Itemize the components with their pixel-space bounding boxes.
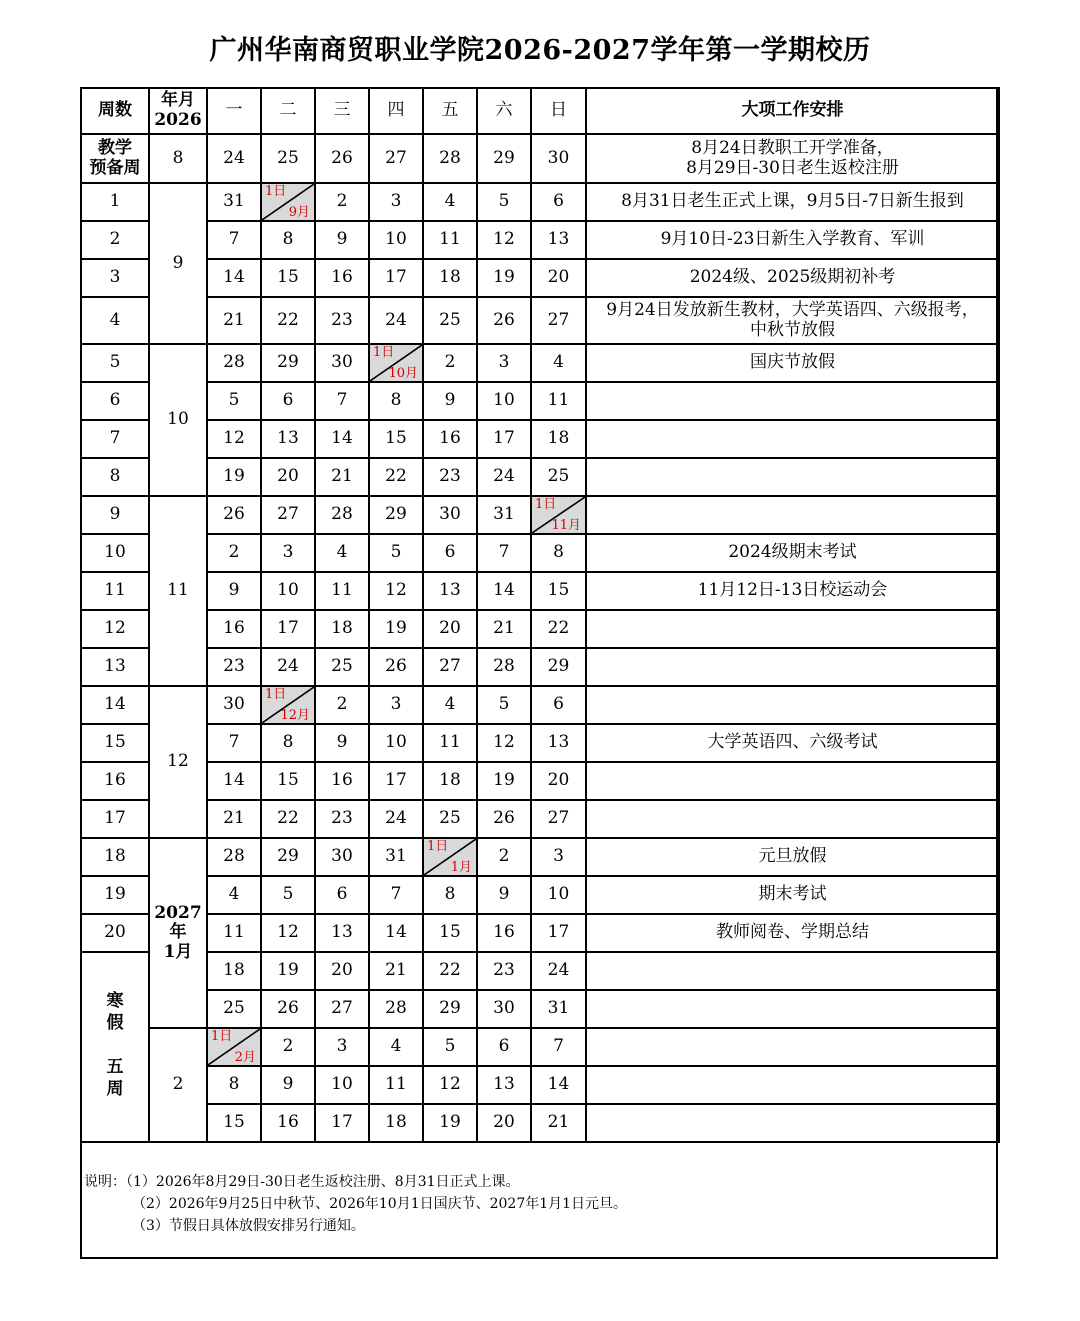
week-number: 12 [81,610,149,648]
week-number: 9 [81,496,149,534]
day-cell: 30 [207,686,261,724]
day-cell: 17 [369,762,423,800]
day-cell: 24 [477,458,531,496]
weekday-header: 二 [261,88,315,134]
day-cell: 2 [315,686,369,724]
day-cell: 17 [261,610,315,648]
day-cell: 7 [369,876,423,914]
day-cell: 13 [423,572,477,610]
day-cell: 25 [261,134,315,183]
day-cell: 2 [423,344,477,382]
week-number: 16 [81,762,149,800]
day-cell: 9 [315,724,369,762]
month-cell: 10 [149,344,207,496]
day-cell: 30 [315,838,369,876]
day-cell: 31 [207,183,261,221]
day-cell: 29 [477,134,531,183]
day-cell: 11 [207,914,261,952]
day-cell: 8 [531,534,586,572]
day-cell: 6 [531,686,586,724]
month-cell: 8 [149,134,207,183]
day-cell: 24 [207,134,261,183]
event-cell: 8月24日教职工开学准备， 8月29日-30日老生返校注册 [586,134,999,183]
day-cell: 3 [477,344,531,382]
day-cell: 28 [477,648,531,686]
day-cell: 11 [315,572,369,610]
day-cell: 14 [369,914,423,952]
day-cell: 2 [315,183,369,221]
month-start-month: 1月 [450,860,472,875]
day-cell: 27 [315,990,369,1028]
day-cell: 17 [315,1104,369,1142]
day-cell: 22 [261,800,315,838]
day-cell: 22 [531,610,586,648]
week-number: 13 [81,648,149,686]
day-cell: 15 [261,762,315,800]
yearmonth-header: 年月 2026 [149,88,207,134]
day-cell: 16 [477,914,531,952]
day-cell: 19 [477,259,531,297]
day-cell: 17 [531,914,586,952]
day-cell: 27 [531,800,586,838]
month-cell: 12 [149,686,207,838]
day-cell: 5 [207,382,261,420]
day-cell: 20 [423,610,477,648]
day-cell: 29 [531,648,586,686]
event-cell: 国庆节放假 [586,344,999,382]
day-cell: 13 [261,420,315,458]
event-cell: 教师阅卷、学期总结 [586,914,999,952]
month-start-month: 9月 [288,205,310,220]
day-cell: 15 [261,259,315,297]
day-cell: 18 [423,259,477,297]
day-cell: 19 [477,762,531,800]
day-cell: 28 [315,496,369,534]
week-number: 5 [81,344,149,382]
month-start-month: 10月 [388,366,418,381]
day-cell: 26 [477,297,531,344]
day-cell: 9 [423,382,477,420]
day-cell: 27 [261,496,315,534]
day-cell: 24 [369,297,423,344]
day-cell: 8 [261,221,315,259]
day-cell: 3 [315,1028,369,1066]
day-cell: 7 [207,221,261,259]
day-cell: 14 [207,259,261,297]
week-number: 8 [81,458,149,496]
day-cell: 8 [207,1066,261,1104]
day-cell: 9 [261,1066,315,1104]
event-cell: 大学英语四、六级考试 [586,724,999,762]
day-cell: 12 [261,914,315,952]
month-cell: 2027年 1月 [149,838,207,1028]
day-cell: 3 [369,183,423,221]
event-cell: 9月24日发放新生教材，大学英语四、六级报考， 中秋节放假 [586,297,999,344]
day-cell: 29 [369,496,423,534]
winter-break-char: 五 [106,1057,124,1077]
day-cell: 25 [315,648,369,686]
day-cell: 24 [261,648,315,686]
note-line: 说明：（1）2026年8月29日-30日老生返校注册、8月31日正式上课。 [84,1174,520,1190]
event-cell: 2024级期末考试 [586,534,999,572]
day-cell: 12 [369,572,423,610]
day-cell: 22 [423,952,477,990]
day-cell: 30 [315,344,369,382]
day-cell: 12 [423,1066,477,1104]
day-cell: 28 [207,838,261,876]
month-cell: 11 [149,496,207,686]
day-cell: 10 [369,221,423,259]
day-cell: 6 [261,382,315,420]
day-cell: 18 [315,610,369,648]
month-start-day: 1日 [265,687,287,702]
day-cell: 31 [369,838,423,876]
day-cell: 23 [207,648,261,686]
day-cell: 20 [261,458,315,496]
day-cell: 26 [261,990,315,1028]
day-cell: 8 [423,876,477,914]
weekday-header: 四 [369,88,423,134]
day-cell: 10 [531,876,586,914]
day-cell: 6 [531,183,586,221]
day-cell: 23 [315,800,369,838]
day-cell: 9 [477,876,531,914]
day-cell: 31 [477,496,531,534]
day-cell: 14 [477,572,531,610]
week-number: 2 [81,221,149,259]
month-start-day: 1日 [373,345,395,360]
day-cell: 26 [207,496,261,534]
day-cell: 28 [207,344,261,382]
day-cell: 24 [531,952,586,990]
day-cell: 14 [315,420,369,458]
month-start-month: 12月 [280,708,310,723]
day-cell: 17 [477,420,531,458]
week-number: 11 [81,572,149,610]
week-number: 7 [81,420,149,458]
day-cell: 5 [261,876,315,914]
note-line: （2）2026年9月25日中秋节、2026年10月1日国庆节、2027年1月1日元旦。 [132,1196,628,1212]
day-cell: 11 [369,1066,423,1104]
day-cell: 8 [261,724,315,762]
day-cell: 10 [477,382,531,420]
table-frame [80,87,998,1259]
day-cell: 14 [531,1066,586,1104]
event-cell: 元旦放假 [586,838,999,876]
day-cell: 16 [315,762,369,800]
day-cell: 16 [315,259,369,297]
day-cell: 13 [531,724,586,762]
day-cell: 19 [423,1104,477,1142]
day-cell: 21 [531,1104,586,1142]
weekday-header: 六 [477,88,531,134]
day-cell: 25 [207,990,261,1028]
winter-break-char: 寒 [106,991,124,1011]
day-cell: 18 [207,952,261,990]
day-cell: 16 [261,1104,315,1142]
day-cell: 28 [423,134,477,183]
day-cell: 20 [477,1104,531,1142]
day-cell: 26 [369,648,423,686]
day-cell: 20 [531,259,586,297]
note-line: （3）节假日具体放假安排另行通知。 [132,1218,365,1234]
event-cell: 8月31日老生正式上课，9月5日-7日新生报到 [586,183,999,221]
day-cell: 15 [423,914,477,952]
day-cell: 15 [531,572,586,610]
day-cell: 19 [369,610,423,648]
day-cell: 30 [531,134,586,183]
day-cell: 18 [369,1104,423,1142]
day-cell: 28 [369,990,423,1028]
day-cell: 26 [477,800,531,838]
day-cell: 9 [207,572,261,610]
notes [84,1171,984,1237]
day-cell: 31 [531,990,586,1028]
month-start-month: 11月 [551,518,581,533]
day-cell: 15 [369,420,423,458]
day-cell: 21 [477,610,531,648]
day-cell: 8 [369,382,423,420]
event-cell: 2024级、2025级期初补考 [586,259,999,297]
day-cell: 9 [315,221,369,259]
day-cell: 4 [207,876,261,914]
weekday-header: 五 [423,88,477,134]
day-cell: 22 [261,297,315,344]
event-cell: 期末考试 [586,876,999,914]
event-cell: 9月10日-23日新生入学教育、军训 [586,221,999,259]
month-start-day: 1日 [211,1029,233,1044]
week-number: 3 [81,259,149,297]
day-cell: 21 [369,952,423,990]
day-cell: 27 [531,297,586,344]
day-cell: 13 [477,1066,531,1104]
winter-break-char: 周 [106,1079,124,1099]
day-cell: 4 [423,183,477,221]
day-cell: 21 [207,297,261,344]
day-cell: 15 [207,1104,261,1142]
day-cell: 16 [207,610,261,648]
day-cell: 25 [423,800,477,838]
day-cell: 21 [207,800,261,838]
day-cell: 10 [261,572,315,610]
week-number: 15 [81,724,149,762]
month-start-day: 1日 [265,184,287,199]
event-cell: 11月12日-13日校运动会 [586,572,999,610]
week-number: 19 [81,876,149,914]
day-cell: 4 [315,534,369,572]
day-cell: 3 [261,534,315,572]
day-cell: 11 [423,724,477,762]
day-cell: 12 [207,420,261,458]
page-title: 广州华南商贸职业学院2026-2027学年第一学期校历 [209,35,871,66]
day-cell: 6 [423,534,477,572]
day-cell: 16 [423,420,477,458]
week-header: 周数 [81,88,149,134]
month-cell: 2 [149,1028,207,1142]
week-number: 4 [81,297,149,344]
day-cell: 13 [315,914,369,952]
day-cell: 25 [423,297,477,344]
day-cell: 11 [531,382,586,420]
day-cell: 7 [315,382,369,420]
day-cell: 2 [207,534,261,572]
day-cell: 12 [477,724,531,762]
day-cell: 2 [261,1028,315,1066]
prep-week-label: 教学 预备周 [81,134,149,183]
week-number: 6 [81,382,149,420]
day-cell: 27 [369,134,423,183]
weekday-header: 日 [531,88,586,134]
day-cell: 5 [369,534,423,572]
month-start-month: 2月 [234,1050,256,1065]
day-cell: 20 [531,762,586,800]
winter-break-char: 假 [106,1013,124,1033]
day-cell: 4 [369,1028,423,1066]
day-cell: 23 [315,297,369,344]
day-cell: 2 [477,838,531,876]
week-number: 14 [81,686,149,724]
day-cell: 26 [315,134,369,183]
day-cell: 14 [207,762,261,800]
day-cell: 13 [531,221,586,259]
day-cell: 12 [477,221,531,259]
day-cell: 18 [423,762,477,800]
weekday-header: 一 [207,88,261,134]
day-cell: 18 [531,420,586,458]
day-cell: 4 [423,686,477,724]
day-cell: 21 [315,458,369,496]
day-cell: 23 [423,458,477,496]
day-cell: 11 [423,221,477,259]
day-cell: 27 [423,648,477,686]
day-cell: 24 [369,800,423,838]
month-start-day: 1日 [535,497,557,512]
day-cell: 19 [261,952,315,990]
day-cell: 5 [423,1028,477,1066]
week-number: 17 [81,800,149,838]
month-cell: 9 [149,183,207,344]
day-cell: 20 [315,952,369,990]
day-cell: 7 [477,534,531,572]
day-cell: 25 [531,458,586,496]
week-number: 20 [81,914,149,952]
day-cell: 23 [477,952,531,990]
day-cell: 4 [531,344,586,382]
month-start-day: 1日 [427,839,449,854]
events-header: 大项工作安排 [586,88,999,134]
day-cell: 10 [315,1066,369,1104]
day-cell: 6 [477,1028,531,1066]
day-cell: 22 [369,458,423,496]
week-number: 10 [81,534,149,572]
week-number: 18 [81,838,149,876]
day-cell: 3 [369,686,423,724]
day-cell: 17 [369,259,423,297]
week-number: 1 [81,183,149,221]
day-cell: 30 [423,496,477,534]
day-cell: 19 [207,458,261,496]
day-cell: 5 [477,183,531,221]
weekday-header: 三 [315,88,369,134]
day-cell: 5 [477,686,531,724]
day-cell: 29 [261,838,315,876]
day-cell: 30 [477,990,531,1028]
day-cell: 10 [369,724,423,762]
day-cell: 3 [531,838,586,876]
day-cell: 29 [423,990,477,1028]
day-cell: 7 [531,1028,586,1066]
day-cell: 7 [207,724,261,762]
day-cell: 29 [261,344,315,382]
day-cell: 6 [315,876,369,914]
